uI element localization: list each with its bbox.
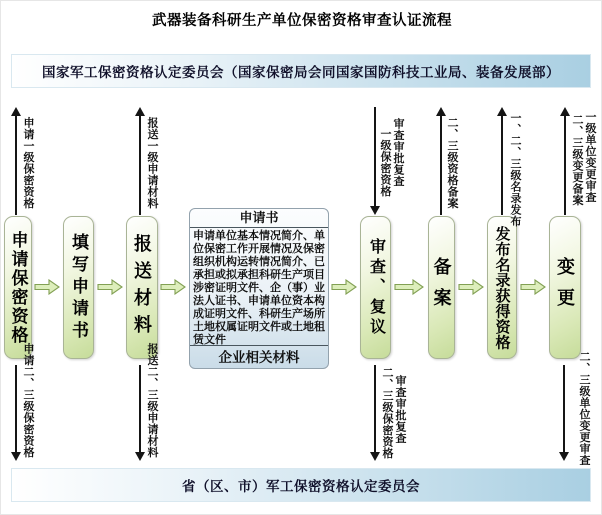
arrow-label: 一级单位变更审查 [584,111,596,203]
arrow-up-icon [436,107,446,215]
flow-step-label: 报送材料 [132,233,152,342]
arrow-right-icon [160,279,186,295]
national-committee-label: 国家军工保密资格认定委员会（国家保密局会同国家国防科技工业局、装备发展部） [42,65,560,80]
flow-step-label: 申请保密资格 [8,230,28,345]
arrow-right-icon [394,279,424,295]
arrow-label: 二、三级单位变更审查 [578,351,590,466]
arrow-label: 申请一级保密资格 [22,117,34,209]
arrow-label: 一、二、三级名录发布 [509,112,521,227]
flow-step-label: 变更 [555,256,575,319]
provincial-committee-label: 省（区、市）军工保密资格认定委员会 [182,479,420,494]
provincial-committee-bar [11,468,591,502]
arrow-up-icon [135,107,145,215]
flow-step-label: 备案 [431,256,452,319]
flow-step-label: 发布名录获得资格 [493,225,511,350]
arrow-label: 二、三级变更备案 [571,114,583,206]
national-committee-bar [11,54,591,88]
arrow-right-icon [97,279,123,295]
arrow-right-icon [520,279,546,295]
application-doc-box [189,208,329,369]
flow-step-label: 审查、复议 [367,237,385,338]
arrow-down-icon [135,365,145,461]
arrow-down-icon [559,365,569,461]
arrow-up-icon [560,107,570,215]
flow-step-submit-materials [126,216,158,359]
application-doc-footer: 企业相关材料 [190,345,328,369]
flow-step-label: 填写申请书 [69,232,88,343]
flow-step-review-reconsider [360,216,391,359]
application-doc-title: 申请书 [190,209,328,228]
arrow-label: 二、三级保密资格 [381,367,393,459]
arrow-label: 报送一级申请材料 [146,117,158,209]
page-title: 武器装备科研生产单位保密资格审查认证流程 [152,13,452,29]
arrow-right-icon [331,279,357,295]
arrow-up-icon [11,107,21,215]
arrow-right-icon [34,279,60,295]
flow-step-publish-list [487,216,517,359]
arrow-label: 一级保密资格 [379,128,391,197]
arrow-label: 审查审批复查 [394,375,406,444]
arrow-label: 申请二、三级保密资格 [22,343,34,458]
arrow-up-icon [497,107,507,215]
flow-step-apply-qualification [4,216,32,359]
application-doc-body: 申请单位基本情况简介、单位保密工作开展情况及保密组织机构运转情况简介、已承担或拟承担科研生产项目涉密证明文件、企（事）业法人证书、申请单位资本构成证明文件、科研生产场所土地权属证明文件或土地租赁文件 [193,230,325,346]
arrow-right-icon [458,279,484,295]
arrow-label: 报送二、三级申请材料 [146,343,158,458]
flow-step-record [428,216,455,359]
flow-step-fill-application [63,216,94,359]
arrow-label: 审查审批复查 [392,118,404,187]
arrow-down-icon [11,365,21,461]
flow-step-change [549,216,581,359]
arrow-label: 二、三级资格备案 [446,117,458,209]
arrow-down-icon [370,365,380,461]
